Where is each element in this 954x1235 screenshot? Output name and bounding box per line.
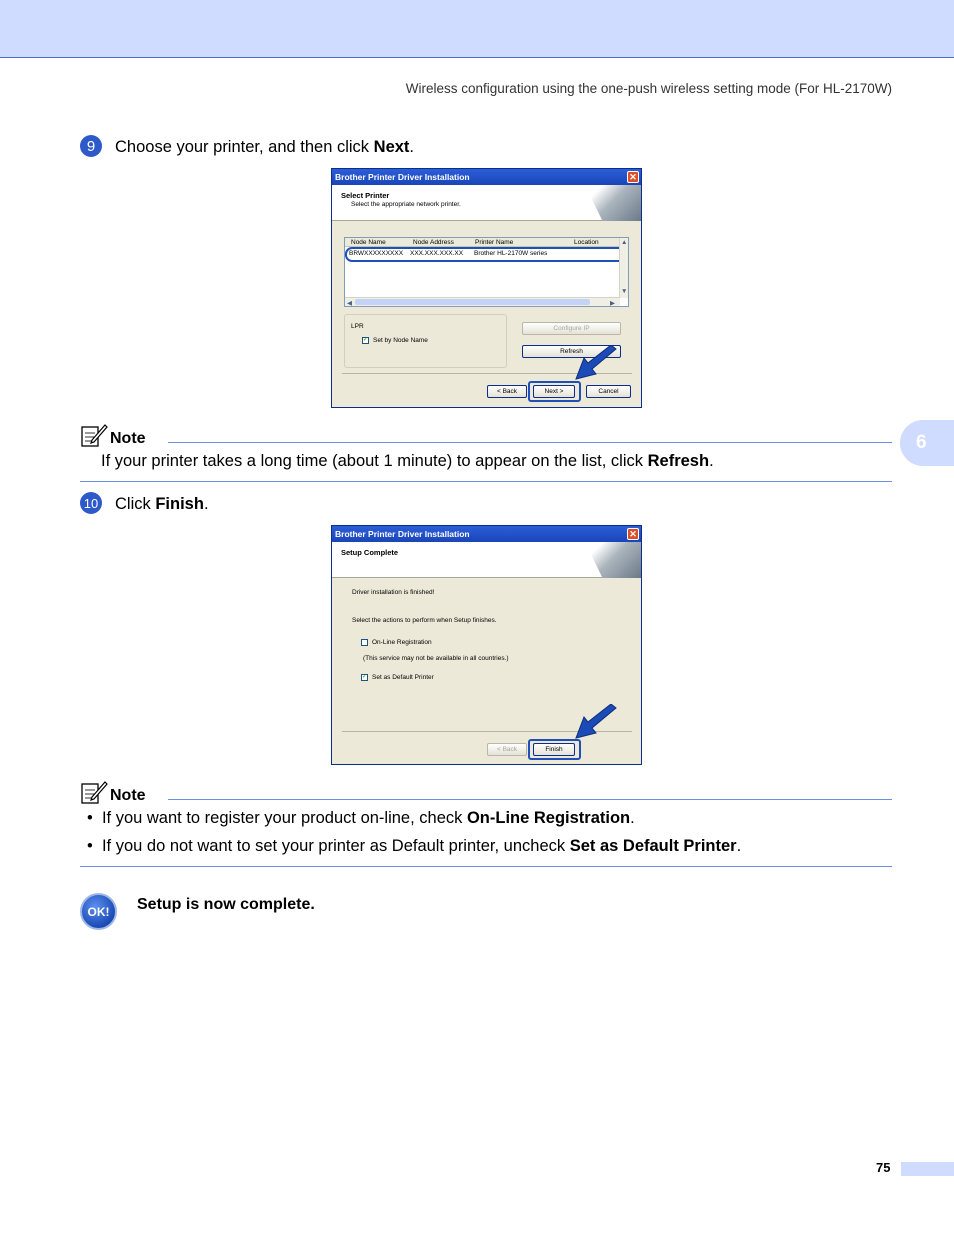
dialog-header <box>332 185 641 221</box>
step-9-text: Choose your printer, and then click Next. <box>115 138 415 156</box>
chapter-tab: 6 <box>900 420 954 466</box>
dialog-header <box>332 542 641 578</box>
ok-icon: OK! <box>80 893 117 930</box>
finish-button[interactable]: Finish <box>533 743 575 756</box>
running-head: Wireless configuration using the one-push wireless setting mode (For HL-2170W) <box>405 81 892 96</box>
scroll-left-icon[interactable]: ◀ <box>347 300 352 307</box>
selection-highlight <box>345 247 626 262</box>
top-band <box>0 0 954 58</box>
header-decoration <box>571 185 641 221</box>
back-button[interactable]: < Back <box>487 385 527 398</box>
next-button[interactable]: Next > <box>533 385 575 398</box>
configure-ip-button[interactable]: Configure IP <box>522 322 621 335</box>
printer-list[interactable] <box>344 237 629 307</box>
set-by-node-name-label: Set by Node Name <box>373 337 428 344</box>
horizontal-scrollbar[interactable] <box>345 297 620 306</box>
set-by-node-name-checkbox[interactable]: ✓ <box>363 337 369 343</box>
scroll-right-icon[interactable]: ▶ <box>610 300 615 307</box>
setup-complete-dialog <box>331 525 642 765</box>
col-location[interactable]: Location <box>574 239 599 246</box>
col-printer-name[interactable]: Printer Name <box>475 239 514 246</box>
note-bullet-2: • If you do not want to set your printer as Default printer, uncheck Set as Default Printer. <box>87 837 742 855</box>
page-number: 75 <box>876 1160 891 1175</box>
note-pencil-icon <box>81 424 108 448</box>
lpr-label: LPR <box>351 323 364 330</box>
dialog-heading: Select Printer <box>341 191 390 200</box>
online-registration-checkbox[interactable] <box>361 639 368 646</box>
page-number-bar <box>901 1162 954 1176</box>
actions-text: Select the actions to perform when Setup finishes. <box>352 617 497 624</box>
arrow-icon <box>574 345 618 381</box>
select-printer-dialog <box>331 168 642 408</box>
scroll-up-icon[interactable]: ▲ <box>621 239 628 246</box>
online-registration-label: On-Line Registration <box>372 639 432 646</box>
note-bottom-rule <box>80 866 892 867</box>
default-printer-checkbox[interactable]: ✓ <box>362 674 368 680</box>
close-icon[interactable]: ✕ <box>627 528 639 540</box>
close-icon[interactable]: ✕ <box>627 171 639 183</box>
header-decoration <box>571 542 641 578</box>
scroll-down-icon[interactable]: ▼ <box>621 288 628 295</box>
dialog-title-bar: Brother Printer Driver Installation ✕ <box>332 526 641 542</box>
note-label: Note <box>110 430 146 447</box>
step-number-9: 9 <box>80 135 102 157</box>
note-pencil-icon <box>81 781 108 805</box>
arrow-icon <box>574 704 618 740</box>
step-10-text: Click Finish. <box>115 495 209 513</box>
note-top-rule <box>168 799 892 800</box>
back-button[interactable]: < Back <box>487 743 527 756</box>
lpr-group <box>344 314 507 368</box>
list-header <box>345 238 620 247</box>
dialog-title-bar: Brother Printer Driver Installation ✕ <box>332 169 641 185</box>
availability-note: (This service may not be available in all countries.) <box>363 655 509 662</box>
col-node-address[interactable]: Node Address <box>413 239 454 246</box>
note-bottom-rule <box>80 481 892 482</box>
note-text: If your printer takes a long time (about 1 minute) to appear on the list, click Refresh. <box>101 452 714 470</box>
scroll-thumb[interactable] <box>355 299 590 305</box>
finished-text: Driver installation is finished! <box>352 589 435 596</box>
step-number-10: 10 <box>80 492 102 514</box>
setup-complete-text: Setup is now complete. <box>137 896 315 913</box>
refresh-button[interactable]: Refresh <box>522 345 621 358</box>
dialog-subheading: Select the appropriate network printer. <box>351 201 461 208</box>
note-bullet-1: • If you want to register your product on-line, check On-Line Registration. <box>87 809 635 827</box>
table-row[interactable]: BRWXXXXXXXXX XXX.XXX.XXX.XX Brother HL-2170W series <box>349 250 548 257</box>
default-printer-label: Set as Default Printer <box>372 674 434 681</box>
dialog-heading: Setup Complete <box>341 548 399 557</box>
note-top-rule <box>168 442 892 443</box>
col-node-name[interactable]: Node Name <box>351 239 386 246</box>
vertical-scrollbar[interactable] <box>619 238 628 298</box>
note-label: Note <box>110 787 146 804</box>
cancel-button[interactable]: Cancel <box>586 385 631 398</box>
